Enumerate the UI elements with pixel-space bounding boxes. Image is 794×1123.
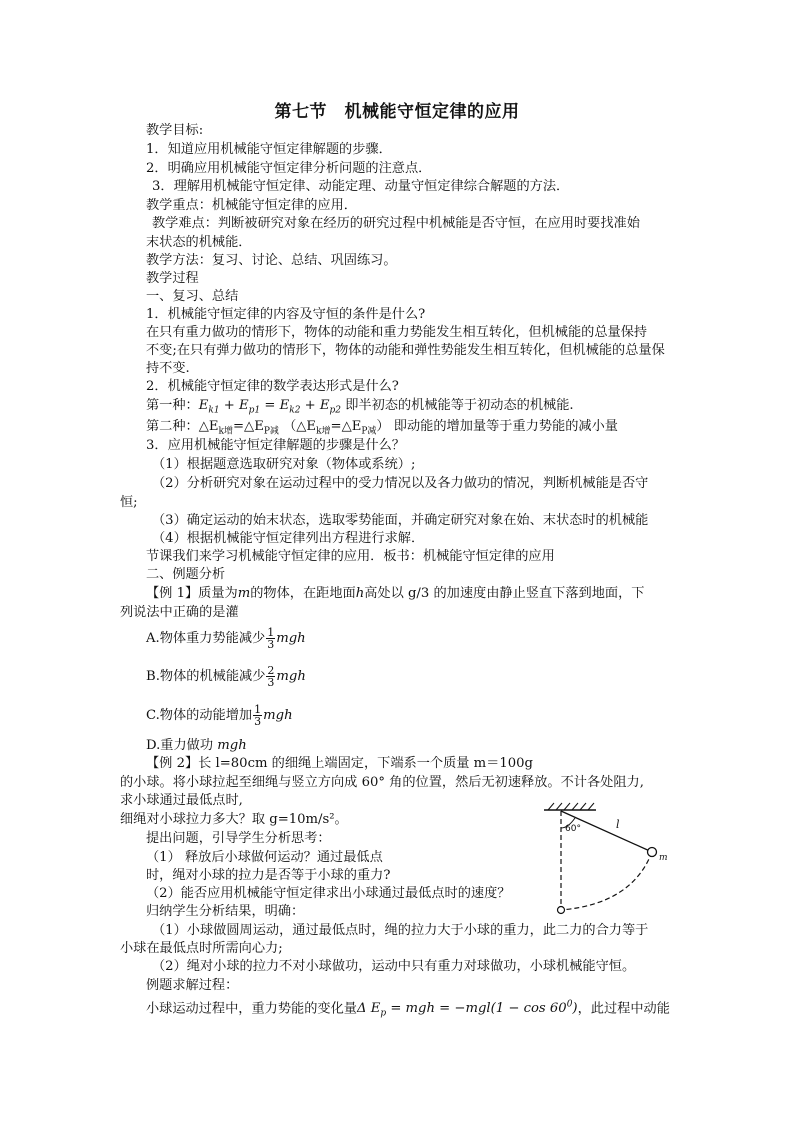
text-line: （1）根据题意选取研究对象（物体或系统）; bbox=[152, 457, 416, 472]
text-line: 在只有重力做功的情形下，物体的动能和重力势能发生相互转化，但机械能的总量保持 bbox=[146, 325, 648, 340]
mass-label: m bbox=[659, 853, 668, 863]
text-line: 教学方法：复习、讨论、总结、巩固练习。 bbox=[146, 253, 397, 268]
equation-line: 第一种：$E_{k1} + E_{p1} = E_{k2} + E_{p2}$ 即半初态的机械能等于初动态的机械能. bbox=[146, 398, 574, 416]
section-heading: 一、复习、总结 bbox=[146, 289, 239, 304]
text-line: 节课我们来学习机械能守恒定律的应用．板书：机械能守恒定律的应用 bbox=[146, 549, 555, 564]
text-line: 求小球通过最低点时, bbox=[120, 793, 243, 808]
text-line: 教学重点：机械能守恒定律的应用． bbox=[146, 198, 357, 213]
text-line: 1．知道应用机械能守恒定律解题的步骤． bbox=[146, 142, 392, 157]
text-line: 教学难点：判断被研究对象在经历的研究过程中机械能是否守恒，在应用时要找准始 bbox=[152, 216, 640, 231]
text-line: 2．明确应用机械能守恒定律分析问题的注意点． bbox=[146, 161, 432, 176]
text-line: （2）绳对小球的拉力不对小球做功，运动中只有重力对球做功，小球机械能守恒。 bbox=[152, 959, 636, 974]
text-line: （4）根据机械能守恒定律列出方程进行求解． bbox=[152, 531, 425, 546]
text-line: 归纳学生分析结果，明确： bbox=[146, 904, 305, 919]
text-line: 持不变. bbox=[146, 361, 190, 376]
option-c: C.物体的动能增加 $\frac{1}{3}$ mgh bbox=[146, 703, 293, 728]
equation-line: 第二种：$\triangle E_{k增}=\triangle E_{P减}$ $(\triangle E_{k增}=\triangle E_{P减})$ 即动能的增加量等于重力势能的减小量 bbox=[146, 419, 618, 437]
option-d: D.重力做功 mgh bbox=[146, 738, 247, 753]
example-1-line: 【例 1】质量为m的物体，在距地面h高处以 g/3 的加速度由静止竖直下落到地面，下 bbox=[146, 586, 645, 601]
pendulum-diagram bbox=[540, 800, 680, 920]
text-line: 时，绳对小球的拉力是否等于小球的重力? bbox=[146, 868, 391, 883]
text-line: 教学过程 bbox=[146, 271, 199, 286]
angle-label: 60° bbox=[565, 824, 581, 834]
text-line: （2）分析研究对象在运动过程中的受力情况以及各力做功的情况，判断机械能是否守 bbox=[152, 476, 649, 491]
length-label: l bbox=[616, 818, 620, 831]
option-a: A.物体重力势能减少 $\frac{1}{3}$ mgh bbox=[146, 626, 306, 651]
text-line: （1）小球做圆周运动，通过最低点时，绳的拉力大于小球的重力，此二力的合力等于 bbox=[152, 923, 649, 938]
text-line: 细绳对小球拉力多大？取 g=10m/s²。 bbox=[120, 812, 348, 827]
equation-line: 小球运动过程中，重力势能的变化量Δ $E_p$ = mgh = $-mgl(1 - \cos 60^0)$，此过程中动能 bbox=[146, 1000, 670, 1020]
text-line: 教学目标: bbox=[146, 123, 204, 138]
text-line: 【例 2】长 l=80cm 的细绳上端固定，下端系一个质量 m＝100g bbox=[146, 756, 533, 771]
text-line: 末状态的机械能． bbox=[146, 235, 252, 250]
text-line: 例题求解过程： bbox=[146, 978, 239, 993]
text-line: 恒; bbox=[120, 495, 138, 510]
text-line: （2）能否应用机械能守恒定律求出小球通过最低点时的速度？ bbox=[146, 886, 511, 901]
text-line: 3．应用机械能守恒定律解题的步骤是什么？ bbox=[146, 438, 405, 453]
page-title: 第七节 机械能守恒定律的应用 bbox=[274, 102, 520, 122]
section-heading: 二、例题分析 bbox=[146, 567, 226, 582]
text-line: 列说法中正确的是灌 bbox=[120, 605, 239, 620]
text-line: 3．理解用机械能守恒定律、动能定理、动量守恒定律综合解题的方法． bbox=[152, 179, 570, 194]
text-line: 1．机械能守恒定律的内容及守恒的条件是什么? bbox=[146, 307, 426, 322]
option-b: B.物体的机械能减少 $\frac{2}{3}$ mgh bbox=[146, 664, 306, 689]
text-line: 2．机械能守恒定律的数学表达形式是什么? bbox=[146, 379, 399, 394]
text-line: 小球在最低点时所需向心力; bbox=[120, 941, 283, 956]
text-line: （3）确定运动的始末状态，选取零势能面，并确定研究对象在始、末状态时的机械能 bbox=[152, 513, 649, 528]
text-line: （1） 释放后小球做何运动？通过最低点 bbox=[146, 850, 383, 865]
text-line: 提出问题，引导学生分析思考： bbox=[146, 831, 331, 846]
text-line: 不变;在只有弹力做功的情形下，物体的动能和弹性势能发生相互转化，但机械能的总量保 bbox=[146, 343, 665, 358]
text-line: 的小球。将小球拉起至细绳与竖立方向成 60° 角的位置，然后无初速释放。不计各处阻力, bbox=[120, 775, 644, 790]
